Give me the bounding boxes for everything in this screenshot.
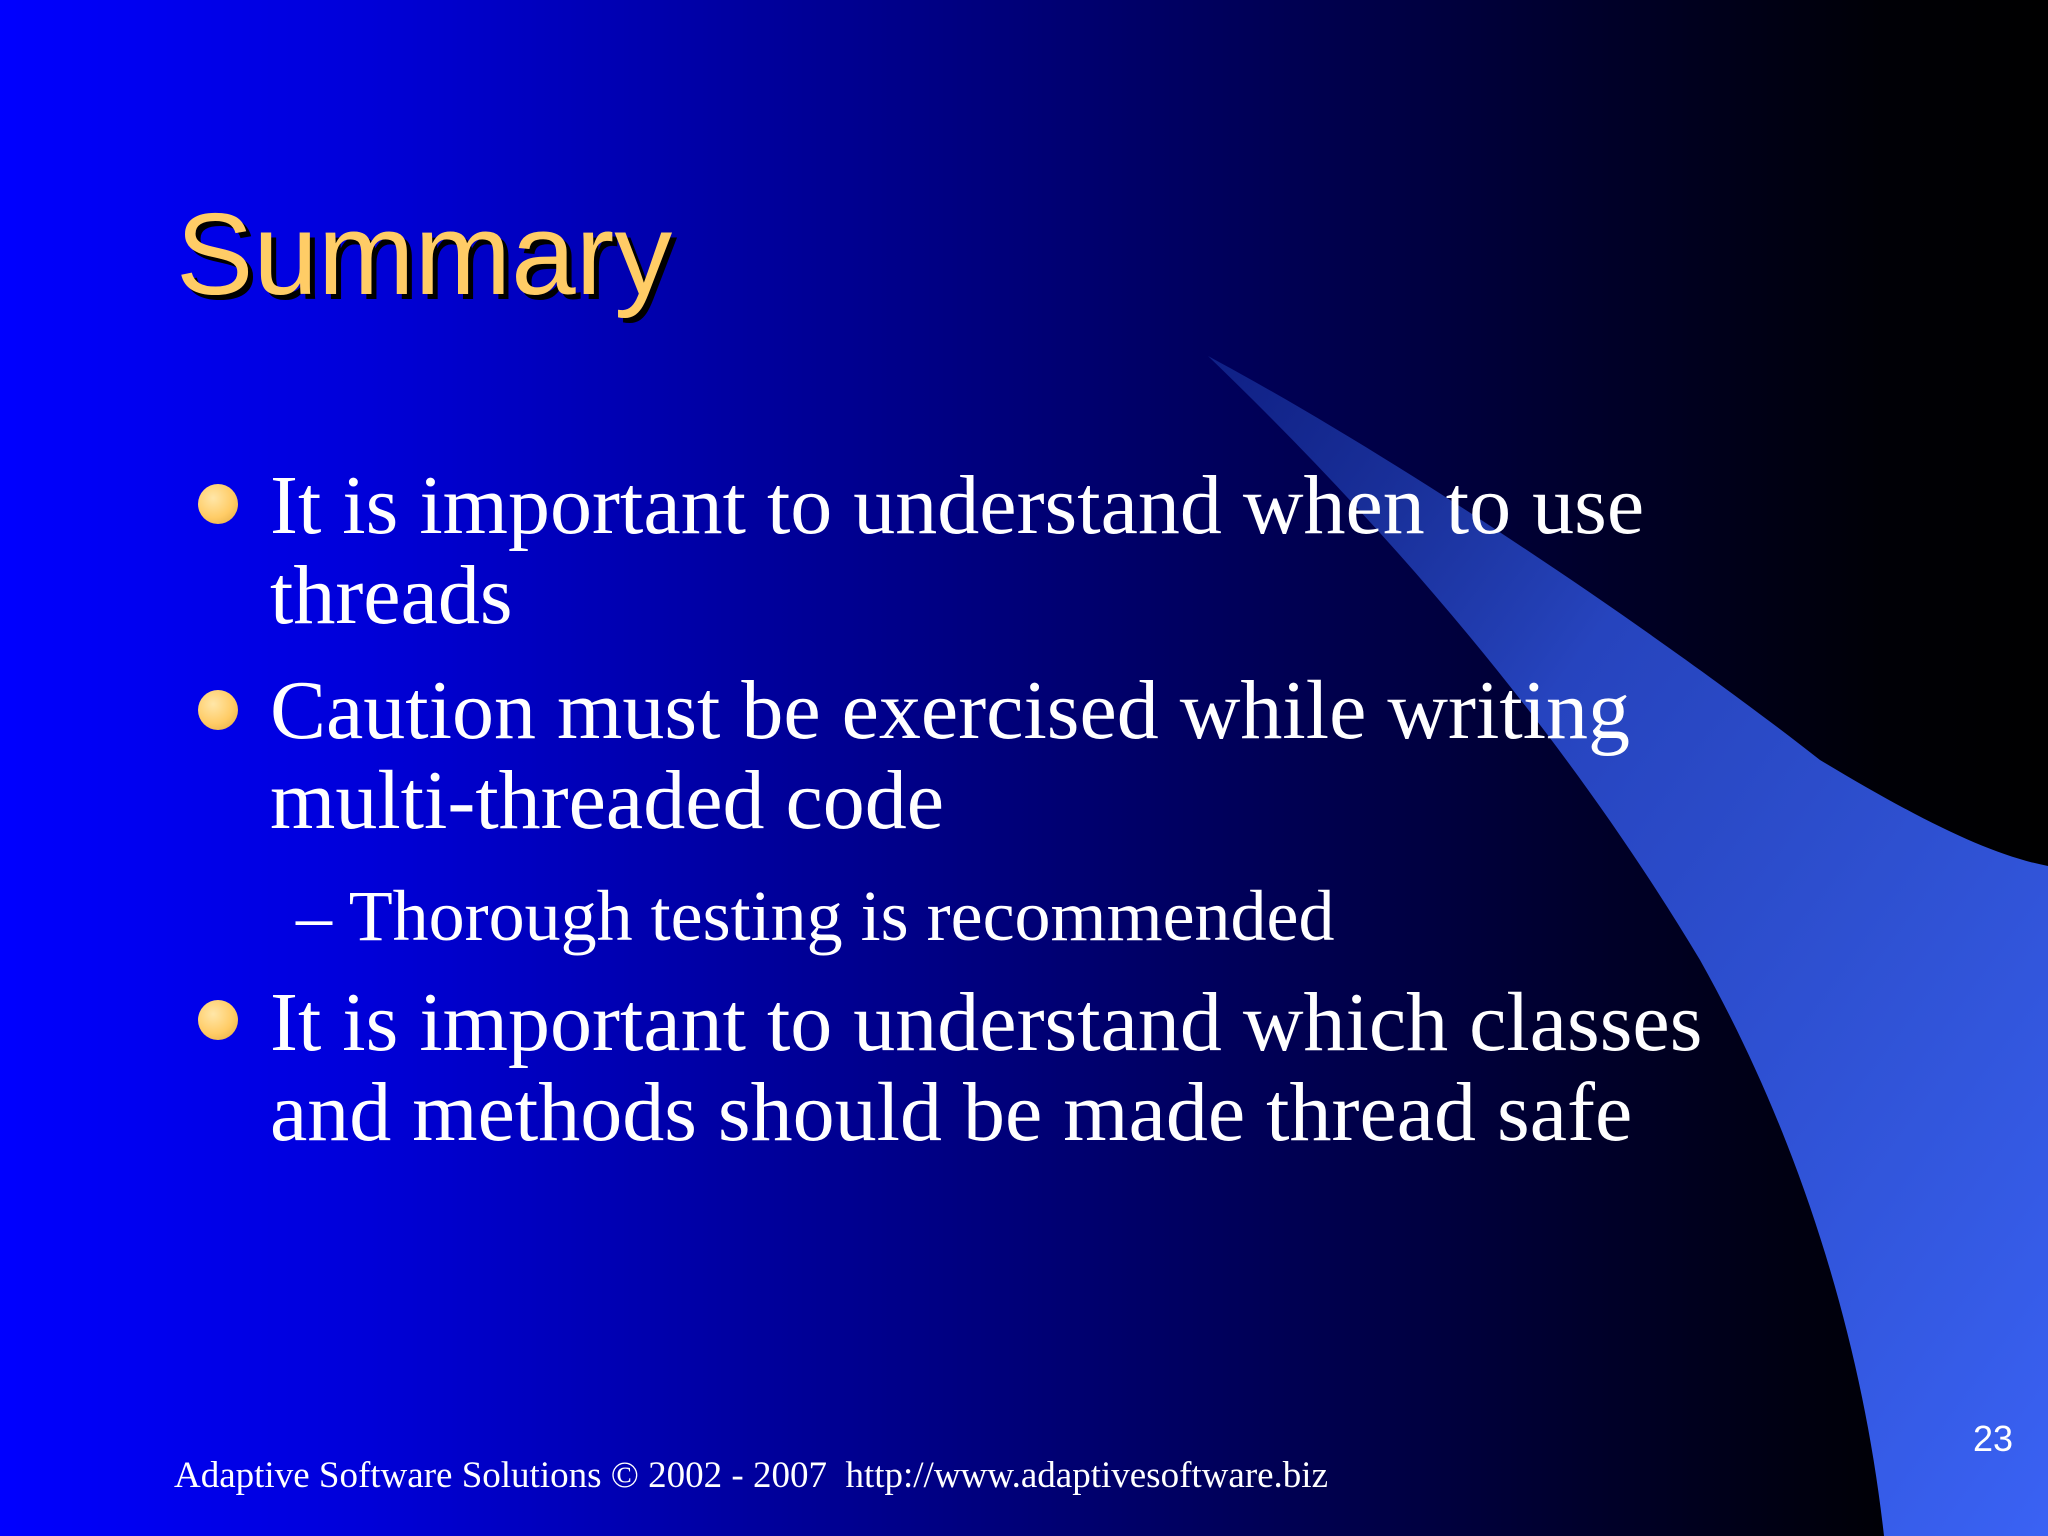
page-number: 23: [1973, 1418, 2014, 1459]
bullet-2-line-1: Caution must be exercised while writing: [270, 664, 1631, 757]
footer-copyright: Adaptive Software Solutions © 2002 - 2007 http://www.adaptivesoftware.biz: [174, 1455, 1329, 1496]
bullet-1-line-1: It is important to understand when to use: [270, 459, 1645, 552]
bullet-3-line-2: and methods should be made thread safe: [270, 1066, 1633, 1159]
bullet-2-line-2: multi-threaded code: [270, 754, 945, 847]
bullet-dot-icon: [198, 1000, 238, 1040]
bullet-dot-icon: [198, 690, 238, 730]
sub-bullet-1: – Thorough testing is recommended: [296, 876, 1335, 956]
bullet-dot-icon: [198, 484, 238, 524]
bullet-3-line-1: It is important to understand which classes: [270, 976, 1703, 1069]
slide-title: Summary: [176, 189, 673, 319]
bullet-1-line-2: threads: [270, 549, 513, 642]
